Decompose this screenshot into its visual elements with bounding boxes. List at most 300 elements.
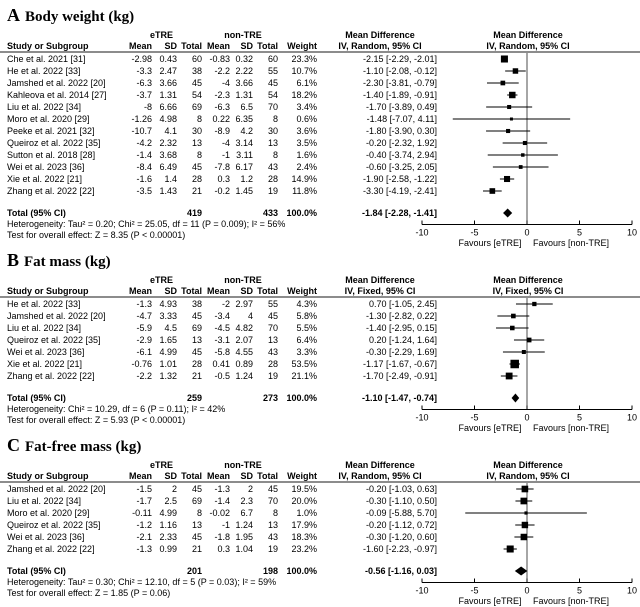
effect-header-text-col: Mean Difference: [345, 460, 415, 470]
etre-total: 45: [191, 532, 202, 542]
nontre-sd: 4: [247, 311, 253, 321]
etre-total: 13: [191, 335, 202, 345]
etre-mean: -4.7: [136, 311, 152, 321]
etre-total: 21: [191, 371, 202, 381]
nontre-total: 28: [267, 174, 278, 184]
etre-total: 8: [196, 114, 202, 124]
study-weight: 14.9%: [291, 174, 317, 184]
col-header-weight: Weight: [287, 471, 317, 481]
study-ci-text: -1.17 [-1.67, -0.67]: [362, 359, 437, 369]
col-header-effect-model-plot: IV, Random, 95% CI: [486, 471, 570, 481]
study-row: [0, 483, 440, 495]
nontre-sd: 1.24: [235, 520, 253, 530]
study-weight: 6.4%: [296, 335, 317, 345]
col-header-mean-nontre: Mean: [206, 286, 230, 296]
etre-sd: 1.01: [159, 359, 177, 369]
etre-total: 45: [191, 78, 202, 88]
nontre-total: 70: [267, 496, 278, 506]
etre-mean: -1.4: [136, 150, 152, 160]
etre-mean: -3.5: [136, 186, 152, 196]
effect-marker: [490, 188, 496, 194]
nontre-total: 30: [267, 126, 278, 136]
etre-mean: -1.6: [136, 174, 152, 184]
etre-mean: -8.4: [136, 162, 152, 172]
etre-total: 69: [191, 496, 202, 506]
group-header-nontre: non-TRE: [224, 30, 262, 40]
forest-panel: [0, 4, 640, 248]
effect-header-plot-col: Mean Difference: [493, 30, 563, 40]
column-header-row: [0, 41, 640, 51]
col-header-sd-nontre: SD: [240, 41, 253, 51]
total-row: [0, 392, 440, 404]
effect-marker: [507, 105, 511, 109]
nontre-sd: 1.45: [235, 186, 253, 196]
study-weight: 0.6%: [296, 114, 317, 124]
total-row: [0, 565, 440, 577]
axis-tick-label: -5: [470, 585, 479, 596]
axis-tick-label: 5: [576, 412, 583, 423]
nontre-mean: 0.41: [212, 359, 230, 369]
effect-marker: [524, 511, 527, 514]
axis-tick-label: 10: [626, 227, 638, 238]
study-ci-text: -1.30 [-2.82, 0.22]: [365, 311, 437, 321]
column-header-row: [0, 471, 640, 481]
study-label: Wei et al. 2023 [36]: [7, 347, 85, 357]
etre-mean: -0.76: [131, 359, 152, 369]
study-weight: 5.8%: [296, 311, 317, 321]
study-ci-text: -1.40 [-1.89, -0.91]: [362, 90, 437, 100]
nontre-total: 45: [267, 484, 278, 494]
study-ci-text: -0.20 [-1.12, 0.72]: [365, 520, 437, 530]
study-ci-text: -3.30 [-4.19, -2.41]: [362, 186, 437, 196]
favours-right-label: Favours [non-TRE]: [532, 596, 610, 606]
etre-sd: 0.99: [159, 544, 177, 554]
col-header-study: Study or Subgroup: [7, 286, 89, 296]
nontre-sd: 0.89: [235, 359, 253, 369]
summary-diamond: [503, 209, 512, 218]
study-weight: 2.4%: [296, 162, 317, 172]
group-header-etre: eTRE: [149, 460, 173, 470]
etre-mean: -4.2: [136, 138, 152, 148]
etre-sd: 4.99: [159, 508, 177, 518]
etre-mean: -8: [143, 102, 152, 112]
effect-marker: [507, 545, 514, 552]
etre-mean: -1.3: [136, 299, 152, 309]
panel-name: Fat mass (kg): [24, 254, 111, 270]
nontre-sd: 1.2: [240, 174, 253, 184]
etre-mean: -6.3: [136, 78, 152, 88]
study-weight: 23.3%: [291, 54, 317, 64]
nontre-mean: -3.4: [214, 311, 230, 321]
total-nontre-n: 198: [262, 566, 278, 576]
etre-mean: -3.7: [136, 90, 152, 100]
study-label: Xie et al. 2022 [21]: [7, 174, 83, 184]
nontre-mean: -2.3: [214, 90, 230, 100]
study-ci-text: -1.70 [-2.49, -0.91]: [362, 371, 437, 381]
effect-marker: [523, 141, 527, 145]
nontre-sd: 6.5: [240, 102, 253, 112]
study-ci-text: -0.40 [-3.74, 2.94]: [365, 150, 437, 160]
panel-body: [0, 460, 640, 606]
study-label: Zhang et al. 2022 [22]: [7, 186, 95, 196]
table-header: [0, 275, 640, 298]
nontre-total: 43: [267, 532, 278, 542]
favours-left-label: Favours [eTRE]: [458, 238, 522, 248]
col-header-mean-nontre: Mean: [206, 41, 230, 51]
etre-total: 30: [191, 126, 202, 136]
study-row: [0, 507, 440, 519]
etre-total: 69: [191, 323, 202, 333]
summary-diamond: [512, 394, 520, 403]
col-header-sd-etre: SD: [164, 471, 177, 481]
study-ci-text: 0.70 [-1.05, 2.45]: [368, 299, 437, 309]
nontre-total: 54: [267, 90, 278, 100]
group-header-etre: eTRE: [149, 30, 173, 40]
total-label: Total (95% CI): [7, 208, 66, 218]
study-label: Liu et al. 2022 [34]: [7, 102, 82, 112]
etre-sd: 1.4: [164, 174, 177, 184]
total-ci-text: -1.10 [-1.47, -0.74]: [361, 393, 437, 403]
study-ci-text: -1.80 [-3.90, 0.30]: [365, 126, 437, 136]
effect-marker: [522, 522, 528, 528]
nontre-total: 43: [267, 347, 278, 357]
study-label: Liu et al. 2022 [34]: [7, 323, 82, 333]
effect-header-plot-col: Mean Difference: [493, 275, 563, 285]
study-row: [0, 543, 440, 555]
etre-total: 60: [191, 54, 202, 64]
etre-sd: 2.32: [159, 138, 177, 148]
effect-marker: [521, 498, 528, 505]
nontre-total: 19: [267, 371, 278, 381]
group-header-nontre: non-TRE: [224, 275, 262, 285]
nontre-total: 28: [267, 359, 278, 369]
nontre-mean: 0.22: [212, 114, 230, 124]
overall-effect-line: Test for overall effect: Z = 8.35 (P < 0.00001): [7, 230, 186, 240]
panel-title: [0, 434, 640, 460]
nontre-mean: -2: [221, 299, 230, 309]
study-label: Liu et al. 2022 [34]: [7, 496, 82, 506]
nontre-total: 13: [267, 335, 278, 345]
study-row: [0, 298, 440, 310]
study-row: [0, 149, 440, 161]
nontre-total: 70: [267, 323, 278, 333]
forest-panel: [0, 249, 640, 433]
etre-total: 8: [196, 508, 202, 518]
study-label: Jamshed et al. 2022 [20]: [7, 311, 106, 321]
etre-sd: 4.98: [159, 114, 177, 124]
panel-name: Body weight (kg): [25, 9, 135, 25]
nontre-sd: 2: [247, 484, 253, 494]
panel-letter: A: [7, 5, 20, 25]
etre-total: 45: [191, 347, 202, 357]
study-ci-text: -1.60 [-2.23, -0.97]: [362, 544, 437, 554]
etre-mean: -1.26: [131, 114, 152, 124]
nontre-sd: 6.7: [240, 508, 253, 518]
etre-total: 21: [191, 544, 202, 554]
etre-mean: -2.2: [136, 371, 152, 381]
study-ci-text: -0.30 [-2.29, 1.69]: [365, 347, 437, 357]
group-header-etre: eTRE: [149, 275, 173, 285]
etre-sd: 3.66: [159, 78, 177, 88]
study-weight: 23.2%: [291, 544, 317, 554]
study-label: Jamshed et al. 2022 [20]: [7, 78, 106, 88]
nontre-mean: -4: [221, 78, 230, 88]
col-header-mean-etre: Mean: [128, 41, 152, 51]
col-header-sd-nontre: SD: [240, 471, 253, 481]
study-row: [0, 125, 440, 137]
nontre-sd: 1.24: [235, 371, 253, 381]
nontre-mean: -1.8: [214, 532, 230, 542]
effect-marker: [509, 92, 515, 98]
summary-diamond: [515, 567, 527, 576]
study-weight: 11.8%: [292, 186, 317, 196]
favours-left-label: Favours [eTRE]: [458, 596, 522, 606]
study-label: Wei et al. 2023 [36]: [7, 532, 85, 542]
nontre-mean: -1.3: [214, 484, 230, 494]
study-weight: 3.4%: [296, 102, 317, 112]
heterogeneity-line: Heterogeneity: Tau² = 0.20; Chi² = 25.05, df = 11 (P = 0.009); I² = 56%: [7, 219, 286, 229]
etre-total: 38: [191, 66, 202, 76]
col-header-effect-model: IV, Random, 95% CI: [338, 471, 422, 481]
nontre-sd: 3.66: [235, 78, 253, 88]
study-row: [0, 65, 440, 77]
study-weight: 10.7%: [291, 66, 317, 76]
etre-total: 45: [191, 484, 202, 494]
etre-total: 13: [191, 520, 202, 530]
etre-total: 21: [191, 186, 202, 196]
study-ci-text: -1.40 [-2.95, 0.15]: [365, 323, 437, 333]
nontre-sd: 6.35: [235, 114, 253, 124]
study-ci-text: -1.48 [-7.07, 4.11]: [366, 114, 437, 124]
effect-marker: [510, 326, 515, 331]
axis-tick-label: 10: [626, 412, 638, 423]
nontre-sd: 2.22: [235, 66, 253, 76]
panel-title: [0, 4, 640, 30]
nontre-total: 55: [267, 299, 278, 309]
column-header-row: [0, 286, 640, 296]
study-weight: 4.3%: [296, 299, 317, 309]
nontre-sd: 4.55: [235, 347, 253, 357]
panel-body: [0, 30, 640, 248]
study-label: Queiroz et al. 2022 [35]: [7, 520, 101, 530]
col-header-weight: Weight: [287, 286, 317, 296]
nontre-total: 19: [267, 544, 278, 554]
axis-tick-label: -10: [415, 227, 429, 238]
study-label: Moro et al. 2020 [29]: [7, 114, 90, 124]
etre-sd: 1.43: [159, 186, 177, 196]
study-ci-text: -0.30 [-1.10, 0.50]: [365, 496, 437, 506]
etre-sd: 2: [171, 484, 177, 494]
total-ci-text: -0.56 [-1.16, 0.03]: [364, 566, 437, 576]
study-label: Zhang et al. 2022 [22]: [7, 371, 95, 381]
nontre-mean: -8.9: [214, 126, 230, 136]
effect-marker: [519, 165, 523, 169]
etre-sd: 1.31: [159, 90, 177, 100]
axis-tick-label: -5: [470, 412, 479, 423]
effect-marker: [510, 360, 518, 369]
study-label: Zhang et al. 2022 [22]: [7, 544, 95, 554]
study-row: [0, 322, 440, 334]
nontre-sd: 2.97: [235, 299, 253, 309]
study-row: [0, 370, 440, 382]
col-header-mean-etre: Mean: [128, 471, 152, 481]
nontre-mean: -4: [221, 138, 230, 148]
study-ci-text: -0.09 [-5.88, 5.70]: [365, 508, 437, 518]
etre-sd: 4.5: [164, 323, 177, 333]
nontre-sd: 0.32: [235, 54, 253, 64]
col-header-weight: Weight: [287, 41, 317, 51]
study-label: He et al. 2022 [33]: [7, 66, 81, 76]
study-ci-text: -2.30 [-3.81, -0.79]: [362, 78, 437, 88]
forest-plot: [415, 53, 640, 249]
study-label: Kahleova et al. 2014 [27]: [7, 90, 107, 100]
study-label: Queiroz et al. 2022 [35]: [7, 138, 101, 148]
study-weight: 19.5%: [291, 484, 317, 494]
etre-total: 38: [191, 299, 202, 309]
col-header-sd-etre: SD: [164, 286, 177, 296]
forest-plot: [415, 298, 640, 434]
etre-sd: 4.99: [159, 347, 177, 357]
heterogeneity-line: Heterogeneity: Tau² = 0.30; Chi² = 12.10, df = 5 (P = 0.03); I² = 59%: [7, 577, 277, 587]
effect-marker: [504, 176, 510, 182]
etre-mean: -1.5: [136, 484, 152, 494]
etre-sd: 4.1: [164, 126, 177, 136]
nontre-mean: -5.8: [214, 347, 230, 357]
total-weight: 100.0%: [286, 566, 317, 576]
effect-marker: [501, 81, 506, 86]
col-header-effect-model: IV, Fixed, 95% CI: [344, 286, 416, 296]
nontre-total: 19: [267, 186, 278, 196]
study-row: [0, 173, 440, 185]
panel-name: Fat-free mass (kg): [25, 439, 142, 455]
etre-sd: 6.49: [159, 162, 177, 172]
total-etre-n: 259: [186, 393, 202, 403]
favours-right-label: Favours [non-TRE]: [532, 423, 610, 433]
study-ci-text: -0.30 [-1.20, 0.60]: [365, 532, 437, 542]
study-row: [0, 185, 440, 197]
etre-sd: 2.5: [164, 496, 177, 506]
study-label: Queiroz et al. 2022 [35]: [7, 335, 101, 345]
etre-sd: 0.43: [159, 54, 177, 64]
nontre-total: 13: [267, 138, 278, 148]
etre-sd: 1.65: [159, 335, 177, 345]
axis-tick-label: -5: [470, 227, 479, 238]
axis-tick-label: -10: [415, 412, 429, 423]
etre-sd: 2.33: [159, 532, 177, 542]
nontre-total: 43: [267, 162, 278, 172]
effect-marker: [511, 314, 516, 319]
panel-title: [0, 249, 640, 275]
study-weight: 17.9%: [291, 520, 317, 530]
study-weight: 18.3%: [291, 532, 317, 542]
study-weight: 5.5%: [296, 323, 317, 333]
study-label: Xie et al. 2022 [21]: [7, 359, 83, 369]
effect-marker: [532, 302, 536, 306]
effect-marker: [521, 534, 527, 540]
study-row: [0, 161, 440, 173]
nontre-mean: -1: [221, 150, 230, 160]
study-row: [0, 346, 440, 358]
study-row: [0, 89, 440, 101]
nontre-sd: 1.31: [235, 90, 253, 100]
total-nontre-n: 433: [262, 208, 278, 218]
effect-marker: [527, 338, 532, 343]
nontre-mean: -0.02: [209, 508, 230, 518]
study-weight: 21.1%: [291, 371, 317, 381]
study-ci-text: -0.20 [-2.32, 1.92]: [365, 138, 437, 148]
total-label: Total (95% CI): [7, 393, 66, 403]
study-label: Che et al. 2021 [31]: [7, 54, 86, 64]
etre-total: 45: [191, 162, 202, 172]
effect-marker: [513, 68, 518, 73]
etre-total: 8: [196, 150, 202, 160]
study-row: [0, 137, 440, 149]
etre-total: 28: [191, 359, 202, 369]
study-row: [0, 310, 440, 322]
nontre-mean: -4.5: [214, 323, 230, 333]
study-label: Jamshed et al. 2022 [20]: [7, 484, 106, 494]
effect-marker: [501, 55, 508, 62]
group-header-row: [0, 460, 640, 471]
etre-mean: -3.3: [136, 66, 152, 76]
etre-mean: -2.9: [136, 335, 152, 345]
etre-mean: -2.1: [136, 532, 152, 542]
axis-tick-label: 5: [576, 585, 583, 596]
etre-sd: 1.32: [159, 371, 177, 381]
study-row: [0, 495, 440, 507]
col-header-total-etre: Total: [181, 286, 202, 296]
table-header: [0, 460, 640, 483]
effect-header-text-col: Mean Difference: [345, 30, 415, 40]
group-header-nontre: non-TRE: [224, 460, 262, 470]
total-weight: 100.0%: [286, 208, 317, 218]
study-row: [0, 531, 440, 543]
total-nontre-n: 273: [262, 393, 278, 403]
etre-mean: -6.1: [136, 347, 152, 357]
nontre-total: 8: [272, 150, 278, 160]
study-label: He et al. 2022 [33]: [7, 299, 81, 309]
effect-marker: [506, 373, 513, 380]
nontre-mean: 0.3: [217, 544, 230, 554]
study-weight: 20.0%: [291, 496, 317, 506]
nontre-sd: 4.2: [240, 126, 253, 136]
study-weight: 1.0%: [296, 508, 317, 518]
total-label: Total (95% CI): [7, 566, 66, 576]
panel-letter: B: [7, 250, 20, 270]
nontre-mean: -7.8: [214, 162, 230, 172]
nontre-mean: -1.4: [214, 496, 230, 506]
study-row: [0, 101, 440, 113]
effect-marker: [506, 129, 510, 133]
nontre-mean: -2.2: [214, 66, 230, 76]
nontre-sd: 4.82: [235, 323, 253, 333]
col-header-total-nontre: Total: [257, 471, 278, 481]
etre-total: 69: [191, 102, 202, 112]
etre-sd: 1.16: [159, 520, 177, 530]
total-row: [0, 207, 440, 219]
group-header-row: [0, 275, 640, 286]
nontre-total: 45: [267, 311, 278, 321]
effect-marker: [522, 486, 529, 493]
nontre-total: 70: [267, 102, 278, 112]
effect-marker: [510, 118, 513, 121]
study-row: [0, 334, 440, 346]
nontre-total: 8: [272, 114, 278, 124]
total-weight: 100.0%: [286, 393, 317, 403]
nontre-sd: 3.14: [235, 138, 253, 148]
nontre-mean: -6.3: [214, 102, 230, 112]
col-header-total-nontre: Total: [257, 41, 278, 51]
